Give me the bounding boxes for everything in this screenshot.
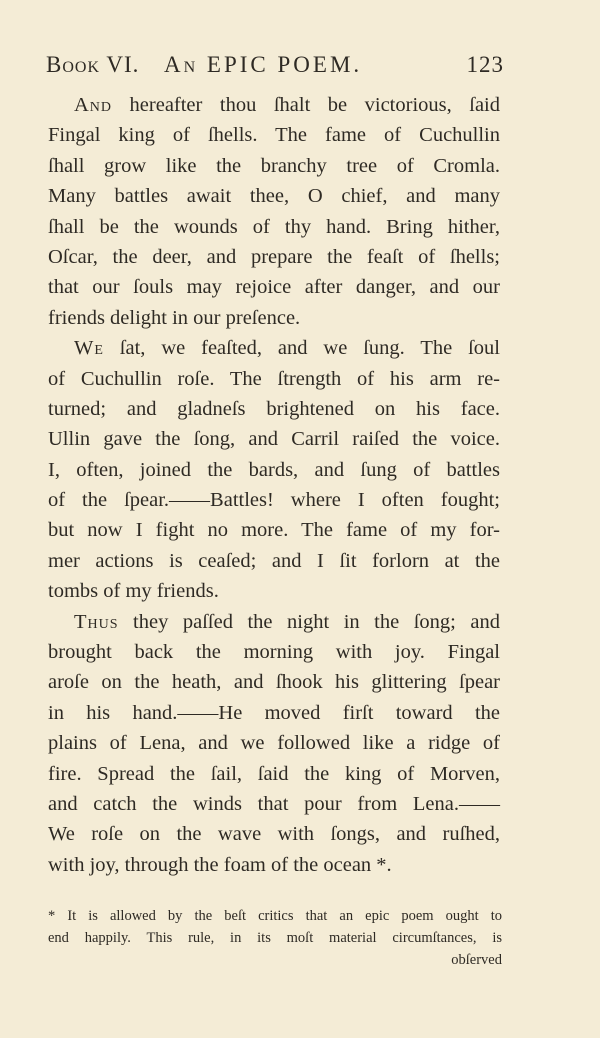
- footnote-line: end happily. This rule, in its moſt material circumſtances, is: [48, 930, 502, 946]
- text-line: We roſe on the wave with ſongs, and ruſhed,: [48, 823, 500, 846]
- paragraph-lead: And: [74, 94, 113, 116]
- text-line: ſhall be the wounds of thy hand. Bring hither,: [48, 215, 500, 238]
- text-line: Many battles await thee, O chief, and many: [48, 185, 500, 208]
- text-line: that our ſouls may rejoice after danger, and our: [48, 276, 500, 299]
- text-line: Fingal king of ſhells. The fame of Cuchullin: [48, 124, 500, 147]
- paragraph-lead: We: [74, 337, 104, 360]
- text-line: in his hand.——He moved firſt toward the: [48, 701, 500, 724]
- page-number: 123: [466, 52, 504, 77]
- text-line: We ſat, we feaſted, and we ſung. The ſoul: [74, 337, 500, 360]
- text-line: plains of Lena, and we followed like a ridge of: [48, 732, 500, 755]
- header-book: Book VI.: [46, 52, 140, 77]
- text-line: Thus they paſſed the night in the ſong; and: [74, 610, 500, 633]
- header-title: An EPIC POEM.: [164, 52, 363, 77]
- paragraph-2: [48, 333, 500, 607]
- text-line: tombs of my friends.: [48, 580, 219, 603]
- text-line: of the ſpear.——Battles! where I often fought;: [48, 489, 500, 512]
- footnote-catchword: obſerved: [451, 952, 502, 968]
- text-line: And hereafter thou ſhalt be victorious, ſaid: [74, 94, 500, 116]
- footnote: [48, 905, 502, 971]
- text-line: of Cuchullin roſe. The ſtrength of his arm re-: [48, 367, 500, 390]
- main-text: [48, 90, 500, 880]
- text-line: Oſcar, the deer, and prepare the feaſt of ſhells;: [48, 245, 500, 268]
- text-line: with joy, through the foam of the ocean *.: [48, 853, 392, 876]
- text-line: fire. Spread the ſail, ſaid the king of Morven,: [48, 762, 500, 785]
- text-line: and catch the winds that pour from Lena.——: [48, 792, 500, 815]
- text-line: turned; and gladneſs brightened on his face.: [48, 397, 500, 420]
- text-line: ſhall grow like the branchy tree of Cromla.: [48, 154, 500, 177]
- paragraph-3: [48, 607, 500, 881]
- text-line: brought back the morning with joy. Fingal: [48, 641, 500, 664]
- paragraph-lead: Thus: [74, 610, 119, 633]
- running-header: [46, 52, 504, 82]
- text-line: I, often, joined the bards, and ſung of battles: [48, 458, 500, 481]
- text-line: mer actions is ceaſed; and I ſit forlorn at the: [48, 549, 500, 572]
- text-line: friends delight in our preſence.: [48, 306, 301, 329]
- footnote-line: * It is allowed by the beſt critics that an epic poem ought to: [48, 908, 502, 924]
- text-line: aroſe on the heath, and ſhook his glittering ſpear: [48, 671, 500, 694]
- text-line: Ullin gave the ſong, and Carril raiſed the voice.: [48, 428, 500, 451]
- text-line: but now I fight no more. The fame of my for-: [48, 519, 500, 542]
- paragraph-1: [48, 90, 500, 333]
